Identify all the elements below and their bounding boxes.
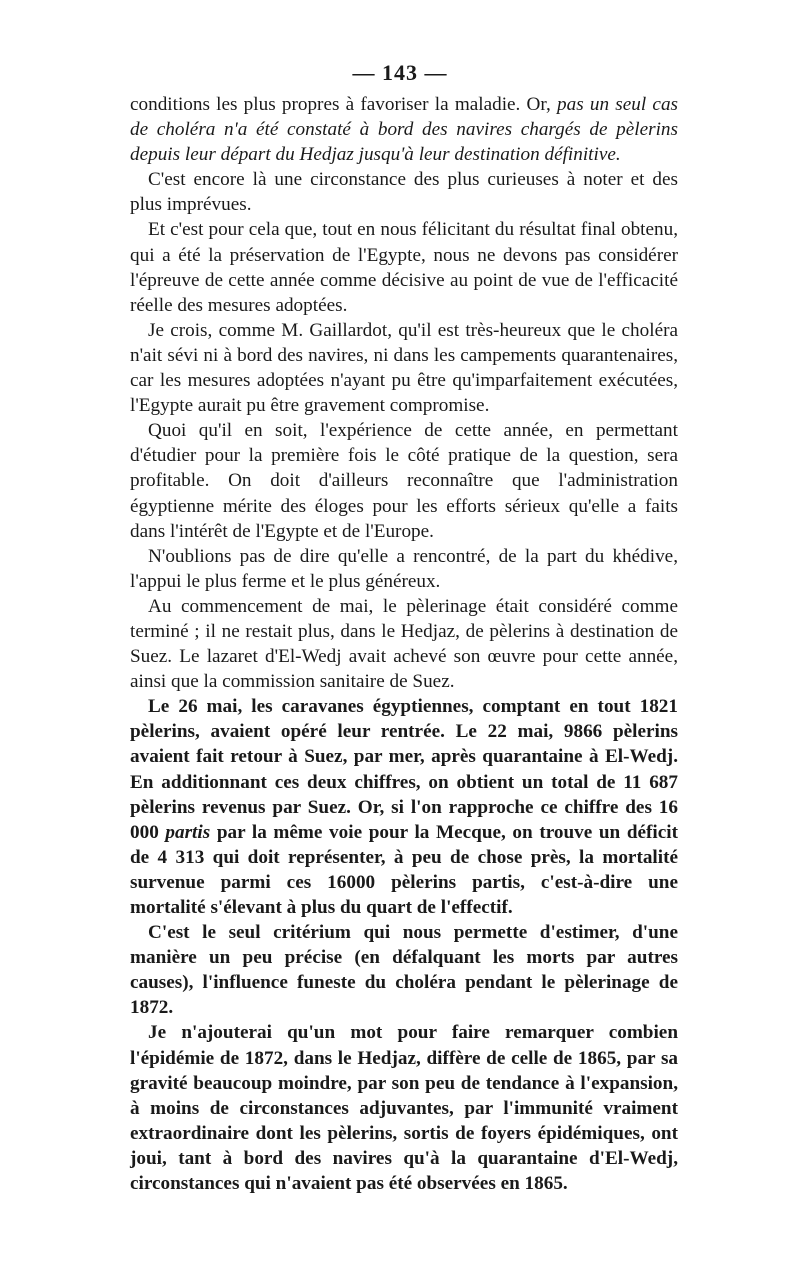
paragraph-3: Et c'est pour cela que, tout en nous félicitant du résultat final obtenu, qui a été la préservation de l'Egypte, nous ne devons pas considérer l'épreuve de cette année comme décisive au point de vue de l'efficacité réelle des mesures adoptées.: [130, 219, 678, 316]
paragraph-9: C'est le seul critérium qui nous permette d'estimer, d'une manière un peu précise (en défalquant les morts par autres causes), l'influence funeste du choléra pendant le pèlerinage de 1872.: [130, 922, 678, 1019]
page-number: — 143 —: [352, 60, 448, 85]
paragraph-6: N'oublions pas de dire qu'elle a rencontré, de la part du khédive, l'appui le plus ferme et le plus généreux.: [130, 545, 678, 592]
paragraph-1: [130, 92, 678, 167]
paragraph-8: [130, 694, 678, 920]
paragraph-10: Je n'ajouterai qu'un mot pour faire remarquer combien l'épidémie de 1872, dans le Hedjaz, diffère de celle de 1865, par sa gravité beaucoup moindre, par son peu de tendance à l'expansion, à moins de circonstances adjuvantes, par l'immunité vraiment extraordinaire dont les pèlerins, sortis de foyers épidémiques, ont joui, tant à bord des navires qu'à la quarantaine d'El-Wedj, circonstances qui n'avaient pas été observées en 1865.: [130, 1022, 678, 1195]
body-text: [130, 92, 678, 1196]
paragraph-8-text-a: Le 26 mai, les caravanes égyptiennes, comptant en tout 1821 pèlerins, avaient opéré leur rentrée. Le 22 mai, 9866 pèlerins avaient fait retour à Suez, par mer, après quarantaine à El-Wedj. En additionnant ces deux chiffres, on obtient un total de 11 687 pèlerins revenus par Suez. Or, si l'on rapproche ce chiffre des 16 000: [130, 696, 678, 843]
paragraph-1-italic: pas un seul cas de choléra n'a été constaté à bord des navires chargés de pèlerins depuis leur départ du Hedjaz jusqu'à leur destination définitive.: [130, 94, 679, 166]
paragraph-2: C'est encore là une circonstance des plus curieuses à noter et des plus imprévues.: [130, 169, 678, 216]
paragraph-4: Je crois, comme M. Gaillardot, qu'il est très-heureux que le choléra n'ait sévi ni à bord des navires, ni dans les campements quarantenaires, car les mesures adoptées n'ayant pu être qu'imparfaitement exécutées, l'Egypte aurait pu être gravement compromise.: [130, 319, 678, 417]
paragraph-5: Quoi qu'il en soit, l'expérience de cette année, en permettant d'étudier pour la première fois le côté pratique de la question, sera profitable. On doit d'ailleurs reconnaître que l'administration égyptienne mérite des éloges pour les efforts sérieux qu'elle a faits dans l'intérêt de l'Egypte et de l'Europe.: [130, 420, 678, 542]
paragraph-1-text: conditions les plus propres à favoriser la maladie. Or,: [130, 94, 558, 115]
paragraph-8-text-b: par la même voie pour la Mecque, on trouve un déficit de 4 313 qui doit représenter, à peu de chose près, la mortalité survenue parmi ces 16000 pèlerins partis, c'est-à-dire une mortalité s'élevant à plus du quart de l'effectif.: [130, 821, 678, 918]
paragraph-7: Au commencement de mai, le pèlerinage était considéré comme terminé ; il ne restait plus, dans le Hedjaz, de pèlerins à destination de Suez. Le lazaret d'El-Wedj avait achevé son œuvre pour cette année, ainsi que la commission sanitaire de Suez.: [130, 595, 678, 693]
paragraph-8-italic: partis: [165, 821, 211, 843]
